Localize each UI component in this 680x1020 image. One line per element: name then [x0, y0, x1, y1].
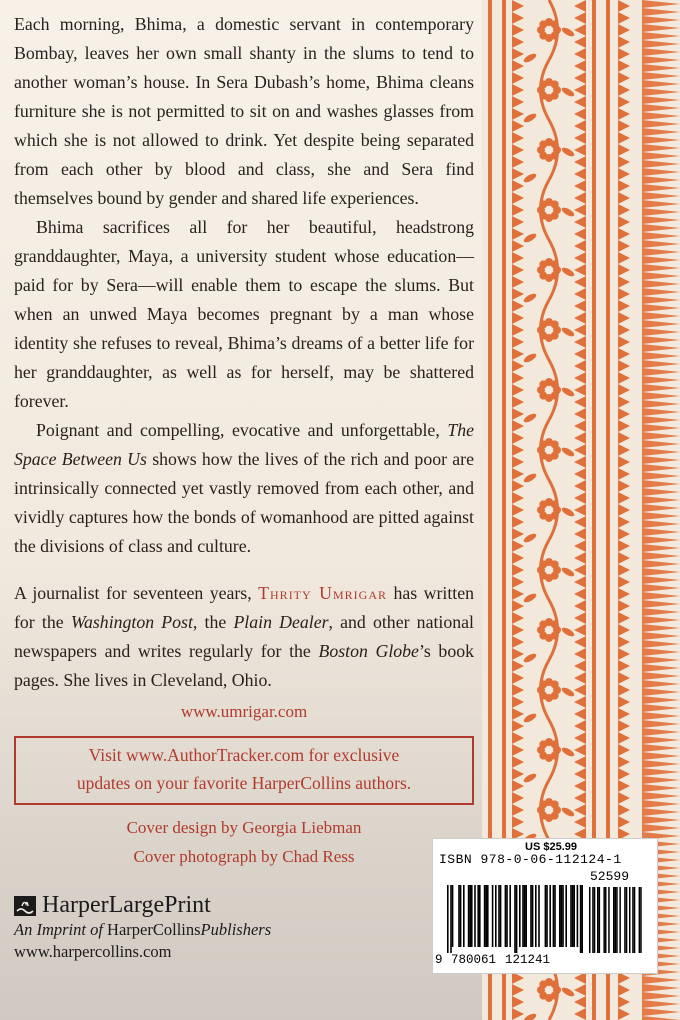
- blurb-p3-rest: shows how the lives of the rich and poor are intrinsically connected yet vastly removed from each other, and vividly captures how the bonds of womanhood are pitted against the divisions of class and culture.: [14, 449, 474, 556]
- barcode-digits-left: 780061: [451, 953, 497, 967]
- isbn-text: ISBN 978-0-06-112124-1: [439, 852, 622, 867]
- publisher-name: HarperCollins: [107, 920, 201, 939]
- publisher-logo: [14, 892, 434, 919]
- blurb-p3-start: Poignant and compelling, evocative and unforgettable,: [36, 420, 440, 440]
- publisher-block: [14, 892, 434, 963]
- barcode-digit-lead: 9: [435, 953, 443, 967]
- price-addon-number: 52599: [590, 869, 630, 884]
- blurb-paragraph-2: Bhima sacrifices all for her beautiful, headstrong granddaughter, Maya, a university student whose education—paid for by Sera—will enable them to escape the slums. But when an unwed Maya becomes pregnant by a man whose identity she refuses to reveal, Bhima’s dreams of a better life for her granddaughter, as well as for herself, may be shattered forever.: [14, 217, 474, 411]
- imprint-name: HarperLargePrint: [42, 892, 211, 918]
- newspaper-name: Boston Globe: [318, 641, 419, 661]
- cover-design-credit: Cover design by Georgia Liebman: [126, 818, 362, 837]
- blurb-paragraph-3: [14, 416, 474, 561]
- bio-text: ’s book pages. She lives in Cleveland, Ohio.: [14, 641, 474, 690]
- price-label: US $25.99: [525, 841, 577, 853]
- bio-text: A journalist for seventeen years,: [14, 583, 252, 603]
- cover-credits: [14, 813, 474, 871]
- imprint-line: [14, 919, 434, 941]
- book-title: The Space Between Us: [14, 420, 474, 469]
- bio-text: has written for the: [14, 583, 474, 632]
- author-tracker-line-2: updates on your favorite HarperCollins authors.: [76, 773, 412, 793]
- barcode-digits-right: 121241: [505, 953, 551, 967]
- bio-text: , the: [192, 612, 227, 632]
- bio-text: , and other national newspapers and writes regularly for the: [14, 612, 474, 661]
- imprint-label: An Imprint of: [14, 920, 103, 939]
- author-bio: [14, 579, 474, 695]
- author-website-link[interactable]: www.umrigar.com: [180, 702, 308, 721]
- author-tracker-line-1: Visit www.AuthorTracker.com for exclusive: [88, 745, 400, 765]
- blurb-paragraph-1: Each morning, Bhima, a domestic servant in contemporary Bombay, leaves her own small shanty in the slums to tend to another woman’s house. In Sera Dubash’s home, Bhima cleans furniture she is not permitted to sit on and washes glasses from which she is not allowed to drink. Yet despite being separated from each other by blood and class, she and Sera find themselves bound by gender and shared life experiences.: [14, 14, 474, 208]
- cover-photo-credit: Cover photograph by Chad Ress: [133, 847, 355, 866]
- author-tracker-box: [14, 736, 474, 805]
- back-cover-text: [14, 10, 474, 871]
- isbn-barcode: [432, 838, 658, 974]
- harper-fire-water-icon: [14, 896, 36, 916]
- publisher-website-link[interactable]: www.harpercollins.com: [14, 942, 172, 961]
- newspaper-name: Washington Post: [70, 612, 193, 632]
- author-name: Thrity Umrigar: [258, 583, 387, 603]
- newspaper-name: Plain Dealer: [233, 612, 329, 632]
- publisher-suffix: Publishers: [200, 920, 272, 939]
